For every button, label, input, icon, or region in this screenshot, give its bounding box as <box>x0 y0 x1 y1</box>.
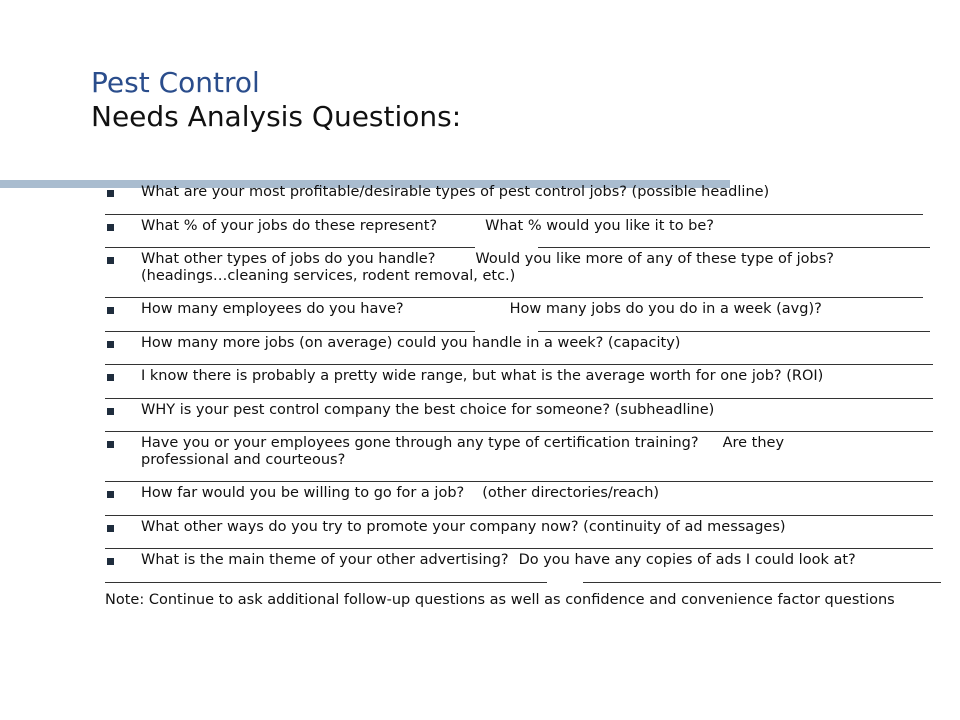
answer-line[interactable] <box>105 284 945 301</box>
question-text: Have you or your employees gone through any type of certification training? <box>141 435 699 451</box>
answer-line[interactable] <box>105 468 945 485</box>
bullet-icon <box>107 525 114 532</box>
bullet-icon <box>107 257 114 264</box>
question-text: I know there is probably a pretty wide range, but what is the average worth for one job? (ROI) <box>141 368 824 384</box>
question-text: WHY is your pest control company the best choice for someone? (subheadline) <box>141 401 715 418</box>
bullet-icon <box>107 441 114 448</box>
question-item <box>105 251 945 284</box>
question-item <box>105 184 945 201</box>
question-item <box>105 402 945 419</box>
question-text-secondary: Would you like more of any of these type of jobs? <box>475 251 834 267</box>
title-line-1: Pest Control <box>91 66 260 99</box>
answer-line[interactable] <box>105 351 945 368</box>
answer-line[interactable] <box>105 385 945 402</box>
question-text: What are your most profitable/desirable types of pest control jobs? (possible headline) <box>141 184 770 200</box>
question-text: How many more jobs (on average) could you handle in a week? (capacity) <box>141 334 681 351</box>
question-text: What is the main theme of your other advertising? <box>141 552 509 568</box>
bullet-icon <box>107 408 114 415</box>
bullet-icon <box>107 224 114 231</box>
bullet-icon <box>107 341 114 348</box>
bullet-icon <box>107 558 114 565</box>
answer-line[interactable] <box>105 535 945 552</box>
answer-line[interactable] <box>105 318 945 335</box>
question-item <box>105 519 945 536</box>
question-list <box>105 184 945 623</box>
question-item <box>105 368 945 385</box>
question-text: How many employees do you have? <box>141 301 404 317</box>
page-title <box>91 66 461 134</box>
question-continuation: professional and courteous? <box>141 451 346 468</box>
question-item <box>105 218 945 235</box>
question-text: How far would you be willing to go for a job? <box>141 485 465 501</box>
note-text: Note: Continue to ask additional follow-up questions as well as confidence and convenience factor questions <box>105 591 895 608</box>
bullet-icon <box>107 307 114 314</box>
question-text-secondary: Are they <box>722 435 785 451</box>
question-text-secondary: Do you have any copies of ads I could look at? <box>518 552 856 568</box>
question-item <box>105 485 945 502</box>
bullet-icon <box>107 491 114 498</box>
question-item <box>105 335 945 352</box>
answer-line[interactable] <box>105 569 945 586</box>
question-item <box>105 301 945 318</box>
answer-line[interactable] <box>105 234 945 251</box>
bullet-icon <box>107 190 114 197</box>
question-item <box>105 552 945 569</box>
question-text-secondary: What % would you like it to be? <box>485 217 714 234</box>
question-text-secondary: (other directories/reach) <box>482 485 660 501</box>
answer-line[interactable] <box>105 418 945 435</box>
question-item <box>105 435 945 468</box>
question-continuation: (headings…cleaning services, rodent removal, etc.) <box>141 267 516 284</box>
question-text: What other types of jobs do you handle? <box>141 251 436 267</box>
answer-line[interactable] <box>105 502 945 519</box>
question-text-secondary: How many jobs do you do in a week (avg)? <box>509 301 822 317</box>
answer-line[interactable] <box>105 201 945 218</box>
title-line-2: Needs Analysis Questions: <box>91 100 462 133</box>
question-text: What other ways do you try to promote your company now? (continuity of ad messages) <box>141 518 786 535</box>
question-text: What % of your jobs do these represent? <box>141 217 438 234</box>
bullet-icon <box>107 374 114 381</box>
